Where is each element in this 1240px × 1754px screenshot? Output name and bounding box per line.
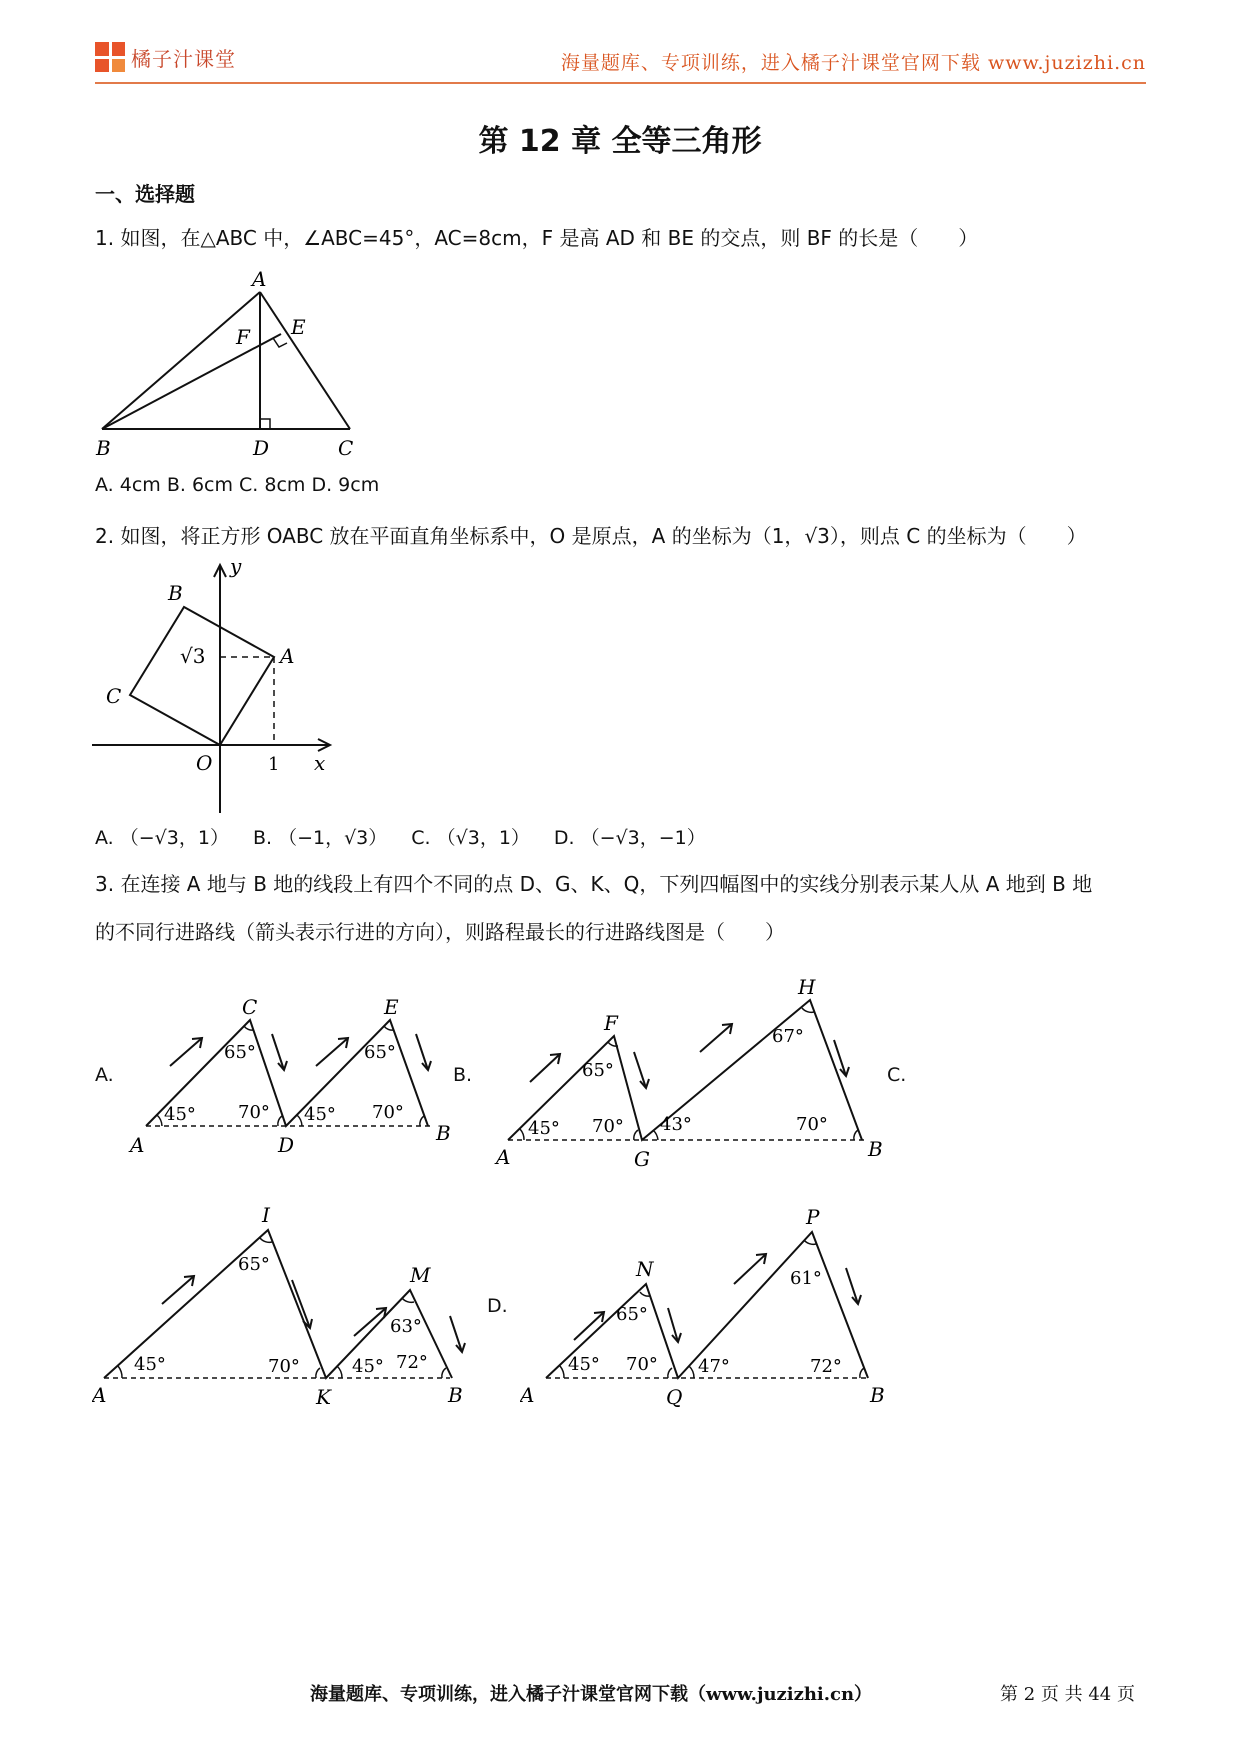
label-M: M	[410, 1263, 431, 1287]
label-I: I	[262, 1203, 270, 1227]
question-3-line-2: 的不同行进路线（箭头表示行进的方向），则路程最长的行进路线图是（ ）	[95, 920, 785, 944]
axis-y-label: y	[230, 555, 242, 578]
page-title: 第 12 章 全等三角形	[478, 124, 762, 159]
label-A: A	[92, 1383, 107, 1407]
label-A: A	[520, 1383, 535, 1407]
page-number: 第 2 页 共 44 页	[1000, 1684, 1135, 1705]
angle-70-2: 70°	[372, 1102, 404, 1123]
label-C: C	[242, 995, 258, 1019]
label-H: H	[798, 975, 816, 999]
angle-45-2: 45°	[352, 1356, 384, 1377]
label-C: C	[106, 684, 122, 708]
q2-options	[95, 823, 706, 850]
angle-63: 63°	[390, 1316, 422, 1337]
question-3-line-1: 3. 在连接 A 地与 B 地的线段上有四个不同的点 D、G、K、Q，下列四幅图中的实线分别表示某人从 A 地到 B 地	[95, 872, 1093, 896]
label-E: E	[384, 995, 399, 1019]
label-N: N	[636, 1257, 654, 1281]
footer-slogan: 海量题库、专项训练，进入橘子汁课堂官网下载（www.juzizhi.cn）	[310, 1684, 873, 1705]
label-B: B	[436, 1121, 451, 1145]
label-P: P	[806, 1208, 820, 1229]
q3-option-d-label: D.	[487, 1295, 508, 1317]
q2-option-c: C. （√3，1）	[411, 827, 530, 849]
q3-option-c-label: C.	[887, 1064, 907, 1086]
q3-option-a-label: A.	[95, 1064, 114, 1086]
q3-figure-d	[520, 1208, 900, 1418]
question-2	[95, 522, 1087, 550]
label-C: C	[338, 436, 354, 460]
angle-45-1: 45°	[528, 1118, 560, 1139]
logo-icon	[95, 42, 125, 72]
label-B: B	[870, 1383, 885, 1407]
label-B: B	[96, 436, 111, 460]
angle-72: 72°	[396, 1352, 428, 1373]
q3-figure-c	[92, 1188, 482, 1418]
label-K: K	[316, 1385, 331, 1409]
label-D: D	[253, 436, 270, 460]
label-A: A	[130, 1133, 145, 1157]
label-A: A	[252, 267, 267, 291]
angle-45-1: 45°	[164, 1104, 196, 1125]
angle-65-2: 65°	[364, 1042, 396, 1063]
label-D: D	[278, 1133, 295, 1157]
angle-70-2: 70°	[796, 1114, 828, 1135]
q2-option-d: D. （−√3，−1）	[553, 827, 706, 849]
label-O: O	[196, 751, 213, 775]
q3-figure-a	[120, 990, 460, 1170]
question-1: 1. 如图，在△ABC 中，∠ABC=45°，AC=8cm，F 是高 AD 和 BE 的交点，则 BF 的长是（ ）	[95, 226, 979, 250]
label-B: B	[448, 1383, 463, 1407]
section-heading: 一、选择题	[95, 182, 195, 206]
label-F: F	[236, 325, 250, 349]
angle-70: 70°	[626, 1354, 658, 1375]
label-B: B	[168, 581, 183, 605]
q3-option-b-label: B.	[453, 1064, 473, 1086]
q1-figure	[88, 262, 368, 462]
angle-61: 61°	[790, 1268, 822, 1289]
axis-x-label: x	[314, 751, 326, 775]
label-A: A	[496, 1145, 511, 1169]
q2-text-after: ），则点 C 的坐标为（ ）	[829, 524, 1087, 548]
angle-45-1: 45°	[134, 1354, 166, 1375]
angle-70-1: 70°	[238, 1102, 270, 1123]
angle-67: 67°	[772, 1026, 804, 1047]
q1-options: A. 4cm B. 6cm C. 8cm D. 9cm	[95, 474, 380, 496]
header-slogan: 海量题库、专项训练，进入橘子汁课堂官网下载 www.juzizhi.cn	[560, 52, 1146, 74]
angle-43: 43°	[660, 1114, 692, 1135]
label-Q: Q	[666, 1385, 683, 1409]
angle-65: 65°	[616, 1304, 648, 1325]
q2-sqrt3: √3	[804, 524, 830, 548]
q2-text-before: 2. 如图，将正方形 OABC 放在平面直角坐标系中，O 是原点，A 的坐标为（1，	[95, 524, 805, 548]
sqrt3-label: √3	[180, 644, 206, 668]
q3-figure-b	[490, 970, 890, 1180]
label-B: B	[868, 1137, 883, 1161]
label-E: E	[291, 315, 306, 339]
q2-figure	[88, 555, 348, 815]
label-A: A	[280, 644, 295, 668]
logo-text: 橘子汁课堂	[131, 46, 236, 71]
q2-option-a: A. （−√3，1）	[95, 827, 229, 849]
angle-65-1: 65°	[582, 1060, 614, 1081]
tick-1: 1	[268, 754, 280, 775]
label-G: G	[634, 1147, 650, 1171]
angle-72: 72°	[810, 1356, 842, 1377]
angle-70-1: 70°	[592, 1116, 624, 1137]
angle-65: 65°	[238, 1254, 270, 1275]
angle-70: 70°	[268, 1356, 300, 1377]
angle-47: 47°	[698, 1356, 730, 1377]
header-divider	[95, 82, 1146, 84]
q2-option-b: B. （−1，√3）	[252, 827, 388, 849]
header-logo	[95, 42, 236, 72]
angle-65-1: 65°	[224, 1042, 256, 1063]
angle-45-2: 45°	[304, 1104, 336, 1125]
label-F: F	[604, 1011, 618, 1035]
angle-45: 45°	[568, 1354, 600, 1375]
